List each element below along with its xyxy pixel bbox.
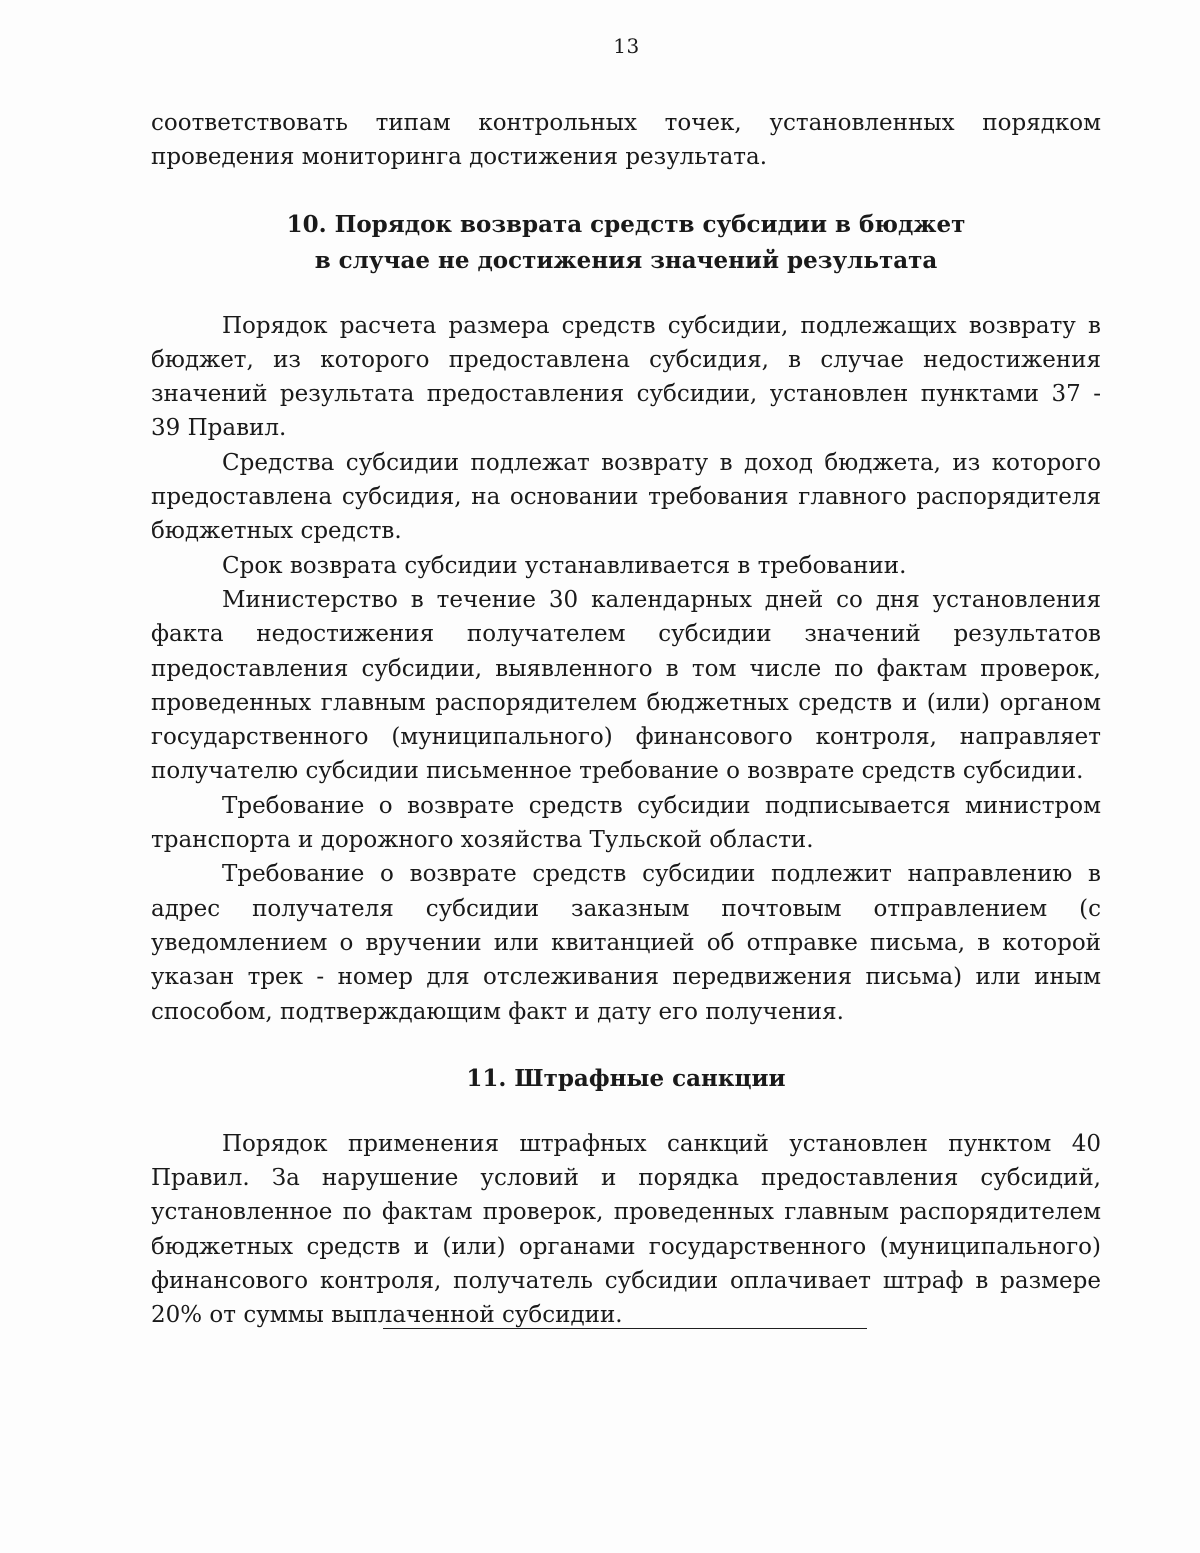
section-11 xyxy=(151,1061,1101,1333)
section-10-paragraph: Требование о возврате средств субсидии подлежит направлению в адрес получателя субсидии заказным почтовым отправлением (с уведомлением о вручении или квитанцией об отправке письма, в которой указан трек - номер для отслеживания передвижения письма) или иным способом, подтверждающим факт и дату его получения. xyxy=(151,861,1101,1025)
page-number: 13 xyxy=(613,34,640,58)
section-10-paragraph: Срок возврата субсидии устанавливается в требовании. xyxy=(222,552,907,579)
document-body xyxy=(151,106,1101,1333)
section-10-heading-line-1: 10. Порядок возврата средств субсидии в бюджет xyxy=(286,210,966,238)
section-10 xyxy=(151,207,1101,1029)
section-11-heading: 11. Штрафные санкции xyxy=(466,1064,786,1092)
continuation-paragraph: соответствовать типам контрольных точек, установленных порядком проведения мониторинга достижения результата. xyxy=(151,110,1101,171)
section-10-paragraph: Требование о возврате средств субсидии подписывается министром транспорта и дорожного хозяйства Тульской области. xyxy=(151,792,1101,854)
spacer xyxy=(151,175,1101,207)
section-10-heading-line-2: в случае не достижения значений результата xyxy=(314,246,938,274)
spacer xyxy=(151,1097,1101,1127)
section-10-paragraph: Министерство в течение 30 календарных дней со дня установления факта недостижения получателем субсидии значений результатов предоставления субсидии, выявленного в том числе по фактам проверок, проведенных главным распорядителем бюджетных средств и (или) органом государственного (муниципального) финансового контроля, направляет получателю субсидии письменное требование о возврате средств субсидии. xyxy=(151,586,1101,785)
section-10-paragraph: Порядок расчета размера средств субсидии, подлежащих возврату в бюджет, из которого предоставлена субсидия, в случае недостижения значений результата предоставления субсидии, установлен пунктами 37 - 39 Правил. xyxy=(151,312,1101,442)
spacer xyxy=(151,279,1101,309)
section-10-paragraph: Средства субсидии подлежат возврату в доход бюджета, из которого предоставлена субсидия, на основании требования главного распорядителя бюджетных средств. xyxy=(151,449,1101,545)
end-of-document-rule xyxy=(383,1328,867,1329)
section-11-paragraph: Порядок применения штрафных санкций установлен пунктом 40 Правил. За нарушение условий и порядка предоставления субсидий, установленное по фактам проверок, проведенных главным распорядителем бюджетных средств и (или) органами государственного (муниципального) финансового контроля, получатель субсидии оплачивает штраф в размере 20% от суммы выплаченной субсидии. xyxy=(151,1130,1101,1329)
spacer xyxy=(151,1029,1101,1061)
